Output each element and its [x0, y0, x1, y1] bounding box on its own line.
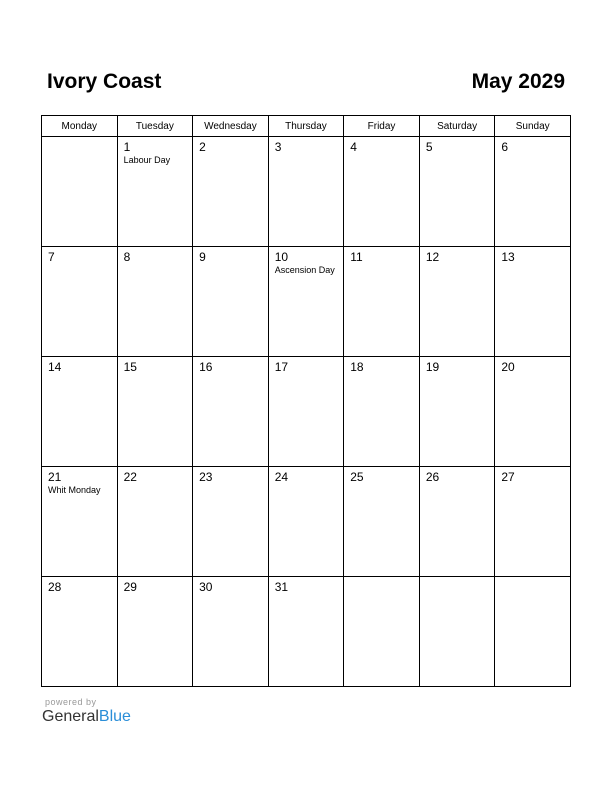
day-cell[interactable] [419, 577, 495, 687]
day-number: 23 [199, 470, 213, 484]
brand-name-blue: Blue [98, 708, 131, 725]
day-number: 12 [425, 250, 440, 264]
day-cell[interactable] [117, 577, 193, 687]
day-number: 10 [274, 250, 289, 264]
calendar-grid [41, 115, 571, 687]
day-number: 1 [123, 140, 131, 154]
weekday-header: Saturday [419, 116, 495, 137]
day-number: 14 [48, 360, 62, 374]
day-cell[interactable] [419, 357, 495, 467]
day-cell[interactable] [419, 247, 495, 357]
day-number: 6 [501, 140, 509, 154]
day-number [42, 137, 117, 140]
week-row [42, 467, 571, 577]
day-number: 2 [199, 140, 206, 154]
day-cell[interactable] [268, 247, 344, 357]
day-number: 16 [199, 360, 213, 374]
day-number: 13 [501, 250, 515, 264]
day-number: 5 [425, 140, 433, 154]
day-number: 8 [123, 250, 131, 264]
day-cell[interactable] [344, 357, 420, 467]
day-number: 30 [199, 580, 213, 594]
day-cell[interactable] [42, 357, 118, 467]
holiday-label: Labour Day [123, 155, 171, 165]
day-number [344, 577, 419, 580]
day-number: 24 [274, 470, 289, 484]
day-number [420, 577, 495, 580]
day-number: 31 [274, 580, 289, 594]
day-cell[interactable] [495, 357, 571, 467]
week-row [42, 577, 571, 687]
day-cell[interactable] [42, 467, 118, 577]
day-cell[interactable] [117, 247, 193, 357]
day-number: 22 [123, 470, 137, 484]
day-number: 27 [501, 470, 515, 484]
day-cell[interactable] [419, 137, 495, 247]
day-cell[interactable] [344, 247, 420, 357]
day-cell[interactable] [344, 137, 420, 247]
day-number: 7 [48, 250, 55, 264]
day-cell[interactable] [495, 247, 571, 357]
day-cell[interactable] [344, 467, 420, 577]
weekday-header: Wednesday [193, 116, 269, 137]
day-cell[interactable] [419, 467, 495, 577]
day-number: 25 [350, 470, 364, 484]
day-cell[interactable] [193, 467, 269, 577]
brand-name-general: General [42, 708, 99, 725]
day-number: 17 [274, 360, 289, 374]
day-cell[interactable] [193, 137, 269, 247]
day-number: 28 [48, 580, 62, 594]
day-cell[interactable] [193, 357, 269, 467]
week-row [42, 357, 571, 467]
weekday-header: Sunday [495, 116, 571, 137]
powered-by-label: powered by [45, 697, 97, 707]
country-title: Ivory Coast [47, 70, 162, 93]
week-row [42, 247, 571, 357]
day-cell[interactable] [117, 357, 193, 467]
day-cell[interactable] [117, 137, 193, 247]
day-number [495, 577, 570, 580]
day-cell[interactable] [495, 577, 571, 687]
day-number: 29 [123, 580, 137, 594]
day-number: 4 [350, 140, 357, 154]
weekday-header: Tuesday [117, 116, 193, 137]
day-cell[interactable] [495, 467, 571, 577]
weekday-header: Monday [42, 116, 118, 137]
day-number: 18 [350, 360, 364, 374]
weekday-header: Thursday [268, 116, 344, 137]
day-number: 15 [123, 360, 137, 374]
day-cell[interactable] [344, 577, 420, 687]
day-cell[interactable] [42, 247, 118, 357]
day-cell[interactable] [495, 137, 571, 247]
month-year-title: May 2029 [471, 70, 565, 93]
day-cell[interactable] [193, 247, 269, 357]
day-cell[interactable] [193, 577, 269, 687]
brand-logo[interactable] [42, 708, 131, 726]
day-cell[interactable] [268, 357, 344, 467]
day-number: 9 [199, 250, 206, 264]
day-number: 3 [274, 140, 282, 154]
week-row [42, 137, 571, 247]
day-number: 20 [501, 360, 515, 374]
day-cell[interactable] [117, 467, 193, 577]
day-cell[interactable] [268, 577, 344, 687]
day-cell[interactable] [42, 137, 118, 247]
day-number: 21 [48, 470, 62, 484]
weekday-header-row [42, 116, 571, 137]
holiday-label: Whit Monday [48, 485, 101, 495]
day-cell[interactable] [42, 577, 118, 687]
day-number: 26 [425, 470, 440, 484]
day-cell[interactable] [268, 137, 344, 247]
holiday-label: Ascension Day [274, 265, 335, 275]
day-number: 19 [425, 360, 440, 374]
day-number: 11 [350, 250, 363, 264]
day-cell[interactable] [268, 467, 344, 577]
weekday-header: Friday [344, 116, 420, 137]
